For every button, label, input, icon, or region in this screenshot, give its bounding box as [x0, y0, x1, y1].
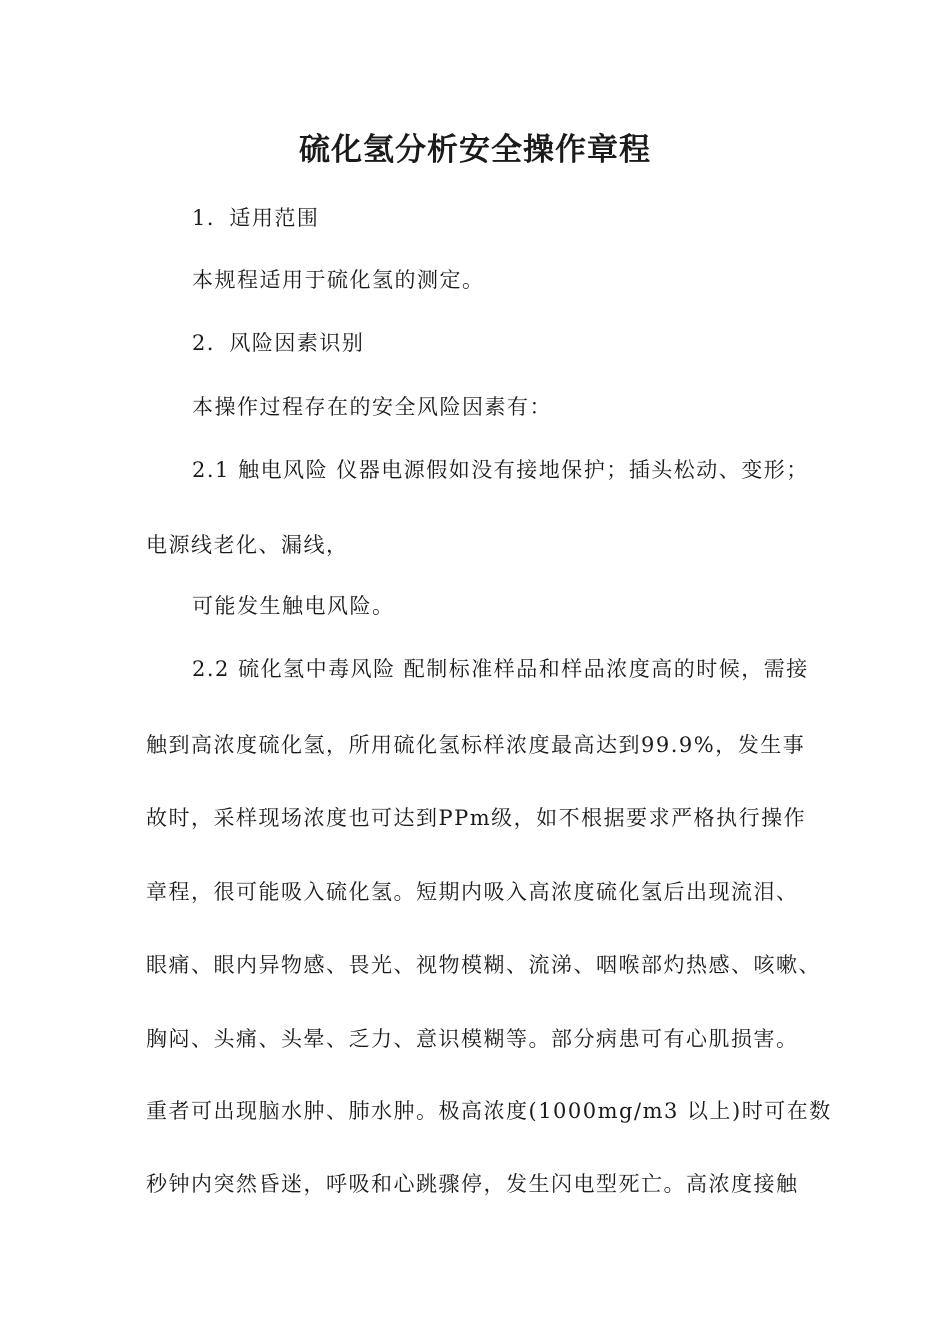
paragraph-line: 秒钟内突然昏迷，呼吸和心跳骤停，发生闪电型死亡。高浓度接触 [146, 1172, 799, 1196]
paragraph-line: 可能发生触电风险。 [192, 594, 395, 618]
paragraph-line: 胸闷、头痛、头晕、乏力、意识模糊等。部分病患可有心肌损害。 [146, 1027, 799, 1051]
paragraph-line: 2.1 触电风险 仪器电源假如没有接地保护；插头松动、变形； [192, 458, 809, 482]
paragraph-line: 故时，采样现场浓度也可达到PPm级，如不根据要求严格执行操作 [146, 806, 807, 830]
paragraph-line: 本操作过程存在的安全风险因素有： [192, 395, 552, 419]
paragraph-line: 电源线老化、漏线， [146, 533, 349, 557]
paragraph-line: 眼痛、眼内异物感、畏光、视物模糊、流涕、咽喉部灼热感、咳嗽、 [146, 953, 821, 977]
section-heading-risk: 2．风险因素识别 [192, 331, 365, 355]
paragraph-line: 触到高浓度硫化氢，所用硫化氢标样浓度最高达到99.9%，发生事 [146, 733, 806, 757]
paragraph-line: 章程，很可能吸入硫化氢。短期内吸入高浓度硫化氢后出现流泪、 [146, 880, 799, 904]
paragraph-line: 2.2 硫化氢中毒风险 配制标准样品和样品浓度高的时候，需接 [192, 657, 809, 681]
paragraph-line: 本规程适用于硫化氢的测定。 [192, 268, 485, 292]
section-heading-scope: 1．适用范围 [192, 206, 320, 230]
document-title: 硫化氢分析安全操作章程 [299, 132, 651, 168]
paragraph-line: 重者可出现脑水肿、肺水肿。极高浓度(1000mg/m3 以上)时可在数 [146, 1099, 832, 1123]
